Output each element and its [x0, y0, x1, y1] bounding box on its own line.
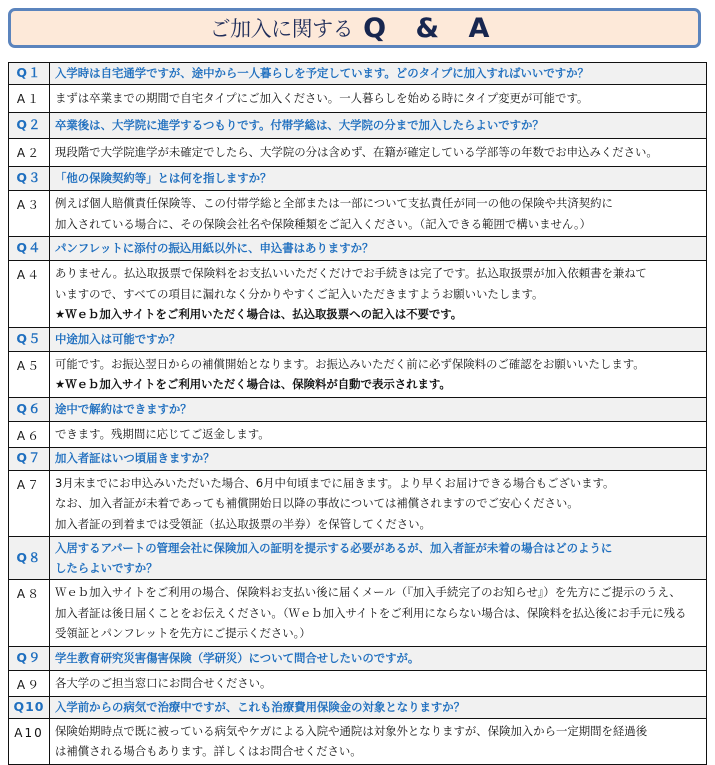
question-label: Q３ — [9, 167, 50, 191]
question-line: 加入者証はいつ頃届きますか？ — [55, 451, 215, 466]
question-label: Q６ — [9, 397, 50, 421]
answer-row — [9, 580, 707, 647]
question-line: 「他の保険契約等」とは何を指しますか？ — [55, 171, 272, 186]
question-text — [50, 537, 707, 580]
answer-row — [9, 191, 707, 237]
question-row — [9, 537, 707, 580]
answer-text — [50, 139, 707, 167]
question-line: パンフレットに添付の振込用紙以外に、申込書はありますか？ — [55, 241, 374, 256]
answer-label: A１ — [9, 85, 50, 113]
answer-label: A９ — [9, 670, 50, 696]
question-line: 入学時は自宅通学ですが、途中から一人暮らしを予定しています。どのタイプに加入すればいいですか？ — [55, 66, 589, 81]
answer-line: は補償される場合もあります。詳しくはお問合せください。 — [55, 744, 362, 758]
question-text — [50, 113, 707, 139]
answer-text — [50, 718, 707, 764]
answer-text — [50, 191, 707, 237]
question-label: Q４ — [9, 237, 50, 261]
answer-text — [50, 670, 707, 696]
question-text — [50, 327, 707, 351]
question-row — [9, 63, 707, 85]
answer-line: まずは卒業までの期間で自宅タイプにご加入ください。一人暮らしを始める時にタイプ変更が可能です。 — [55, 91, 589, 106]
question-row — [9, 696, 707, 718]
answer-label: A８ — [9, 580, 50, 647]
answer-label: A６ — [9, 421, 50, 447]
answer-line: できます。残期間に応じてご返金します。 — [55, 426, 270, 441]
question-row — [9, 397, 707, 421]
answer-line: 現段階で大学院進学が未確定でしたら、大学院の分は含めず、在籍が確定している学部等の年数でお申込みください。 — [55, 145, 658, 160]
answer-row — [9, 718, 707, 764]
answer-label: A７ — [9, 470, 50, 537]
question-text — [50, 63, 707, 85]
question-line: 中途加入は可能ですか？ — [55, 331, 181, 346]
answer-text — [50, 261, 707, 328]
question-row — [9, 646, 707, 670]
question-row — [9, 167, 707, 191]
question-row — [9, 237, 707, 261]
question-label: Q２ — [9, 113, 50, 139]
answer-label: A10 — [9, 718, 50, 764]
question-text — [50, 237, 707, 261]
answer-line: 加入されている場合に、その保険会社名や保険種類をご記入ください。（記入できる範囲で構いません。） — [55, 216, 592, 231]
question-label: Q７ — [9, 447, 50, 470]
question-text — [50, 646, 707, 670]
answer-row — [9, 670, 707, 696]
answer-text — [50, 421, 707, 447]
question-line: 学生教育研究災害傷害保険（学研災）について問合せしたいのですが。 — [55, 650, 420, 665]
answer-row — [9, 85, 707, 113]
answer-line: いますので、すべての項目に漏れなく分かりやすくご記入いただきますようお願いいたします。 — [55, 286, 544, 301]
answer-text — [50, 85, 707, 113]
question-line: 卒業後は、大学院に進学するつもりです。付帯学総は、大学院の分まで加入したらよいですか？ — [55, 118, 544, 133]
question-text — [50, 696, 707, 718]
answer-line: 各大学のご担当窓口にお問合せください。 — [55, 675, 272, 690]
question-line: 入居するアパートの管理会社に保険加入の証明を提示する必要があるが、加入者証が未着の場合はどのように — [55, 540, 613, 555]
answer-row — [9, 421, 707, 447]
answer-line: 例えば個人賠償責任保険等、この付帯学総と全部または一部について支払責任が同一の他の保険や共済契約に — [55, 196, 613, 210]
page-title-qa: Q & A — [363, 12, 500, 44]
answer-line: 保険始期時点で既に被っている病気やケガによる入院や通院は対象外となりますが、保険加入から一定期間を経過後 — [55, 723, 648, 738]
answer-note-bold: ★Ｗｅｂ加入サイトをご利用いただく場合は、払込取扱票への記入は不要です。 — [55, 307, 463, 321]
answer-line: なお、加入者証が未着であっても補償開始日以降の事故については補償されますのでご安心ください。 — [55, 496, 579, 510]
question-label: Q１ — [9, 63, 50, 85]
answer-label: A５ — [9, 351, 50, 397]
qa-table — [8, 62, 707, 765]
answer-label: A３ — [9, 191, 50, 237]
answer-line: 加入者証の到着までは受領証（払込取扱票の半券）を保管してください。 — [55, 516, 431, 531]
answer-label: A２ — [9, 139, 50, 167]
answer-row — [9, 470, 707, 537]
answer-note-bold: ★Ｗｅｂ加入サイトをご利用いただく場合は、保険料が自動で表示されます。 — [55, 377, 451, 391]
question-label: Q５ — [9, 327, 50, 351]
question-label: Q９ — [9, 646, 50, 670]
question-text — [50, 397, 707, 421]
answer-line: ありません。払込取扱票で保険料をお支払いいただくだけでお手続きは完了です。払込取扱票が加入依頼書を兼ねて — [55, 266, 647, 280]
question-row — [9, 113, 707, 139]
question-row — [9, 447, 707, 470]
question-row — [9, 327, 707, 351]
answer-label: A４ — [9, 261, 50, 328]
answer-row — [9, 139, 707, 167]
question-label: Q８ — [9, 537, 50, 580]
answer-text — [50, 351, 707, 397]
answer-line: 3月末までにお申込みいただいた場合、6月中旬頃までに届きます。より早くお届けできる場合もございます。 — [55, 475, 615, 490]
answer-text — [50, 470, 707, 537]
answer-line: 可能です。お振込翌日からの補償開始となります。お振込みいただく前に必ず保険料のご確認をお願いいたします。 — [55, 356, 645, 371]
question-line: したらよいですか？ — [55, 561, 158, 575]
answer-row — [9, 351, 707, 397]
question-line: 入学前からの病気で治療中ですが、これも治療費用保険金の対象となりますか？ — [55, 699, 466, 714]
page-title-banner — [8, 8, 701, 48]
question-text — [50, 167, 707, 191]
answer-line: Ｗｅｂ加入サイトをご利用の場合、保険料お支払い後に届くメール（『加入手続完了のお知らせ』）を先方にご提示のうえ、 — [55, 585, 681, 599]
question-line: 途中で解約はできますか？ — [55, 401, 192, 416]
question-label: Q10 — [9, 696, 50, 718]
answer-line: 加入者証は後日届くことをお伝えください。（Ｗｅｂ加入サイトをご利用にならない場合は、保険料を払込後にお手元に残る — [55, 605, 687, 620]
page-title: ご加入に関する — [209, 17, 354, 41]
answer-line: 受領証とパンフレットを先方にご提示ください。） — [55, 626, 311, 640]
answer-row — [9, 261, 707, 328]
question-text — [50, 447, 707, 470]
answer-text — [50, 580, 707, 647]
